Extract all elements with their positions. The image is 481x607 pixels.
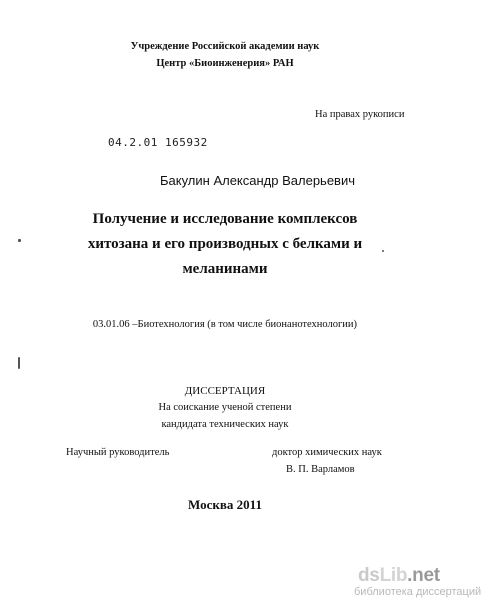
scan-speck xyxy=(18,239,21,242)
title-line-3: меланинами xyxy=(182,261,268,277)
logo-ds: ds xyxy=(358,565,380,586)
supervisor-label: Научный руководитель xyxy=(66,447,170,458)
logo-lib: Lib xyxy=(379,565,408,586)
dissertation-type: ДИССЕРТАЦИЯ xyxy=(184,385,266,397)
dslib-watermark-logo xyxy=(358,565,440,587)
dslib-watermark-subtitle: библиотека диссертаций xyxy=(354,586,481,598)
manuscript-rights-note: На правах рукописи xyxy=(315,109,405,120)
author-name: Бакулин Александр Валерьевич xyxy=(160,173,355,188)
center-name: Центр «Биоинженерия» РАН xyxy=(156,58,294,69)
institution-name: Учреждение Российской академии наук xyxy=(130,41,320,52)
catalog-number: 04.2.01 165932 xyxy=(108,136,208,149)
scan-speck xyxy=(382,250,384,252)
supervisor-degree: доктор химических наук xyxy=(272,447,382,458)
title-line-2: хитозана и его производных с белками и xyxy=(87,236,363,252)
supervisor-name: В. П. Варламов xyxy=(286,464,355,475)
degree-line-1: На соискание ученой степени xyxy=(158,402,292,413)
degree-line-2: кандидата технических наук xyxy=(161,419,289,430)
scan-speck xyxy=(18,357,20,369)
title-line-1: Получение и исследование комплексов xyxy=(92,211,358,227)
city-year: Москва 2011 xyxy=(188,497,262,512)
logo-net: .net xyxy=(407,565,440,586)
specialty-code: 03.01.06 –Биотехнология (в том числе бионанотехнологии) xyxy=(92,319,358,330)
